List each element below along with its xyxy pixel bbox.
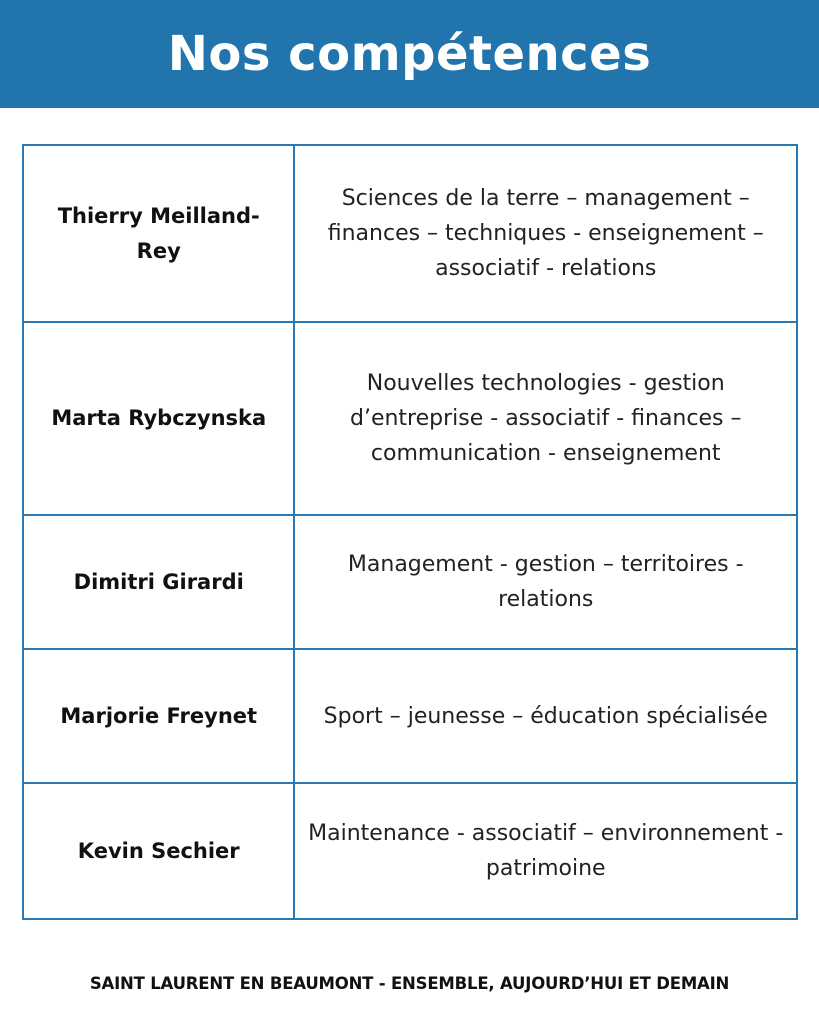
header-banner <box>0 0 819 108</box>
table-row <box>23 649 797 783</box>
table-row <box>23 515 797 649</box>
competences-table <box>22 144 798 920</box>
member-skills: Sciences de la terre – management – finances – techniques - enseignement – associatif - relations <box>294 145 797 322</box>
member-skills: Management - gestion – territoires - relations <box>294 515 797 649</box>
member-name: Kevin Sechier <box>23 783 294 919</box>
member-name: Dimitri Girardi <box>23 515 294 649</box>
member-name: Marjorie Freynet <box>23 649 294 783</box>
member-name: Thierry Meilland-Rey <box>23 145 294 322</box>
footer-tagline: SAINT LAURENT EN BEAUMONT - ENSEMBLE, AUJOURD’HUI ET DEMAIN <box>89 974 730 993</box>
member-name: Marta Rybczynska <box>23 322 294 515</box>
page-title: Nos compétences <box>167 26 652 82</box>
table-row <box>23 322 797 515</box>
member-skills: Maintenance - associatif – environnement - patrimoine <box>294 783 797 919</box>
member-skills: Nouvelles technologies - gestion d’entreprise - associatif - finances – communication - enseignement <box>294 322 797 515</box>
member-skills: Sport – jeunesse – éducation spécialisée <box>294 649 797 783</box>
table-row <box>23 145 797 322</box>
table-row <box>23 783 797 919</box>
